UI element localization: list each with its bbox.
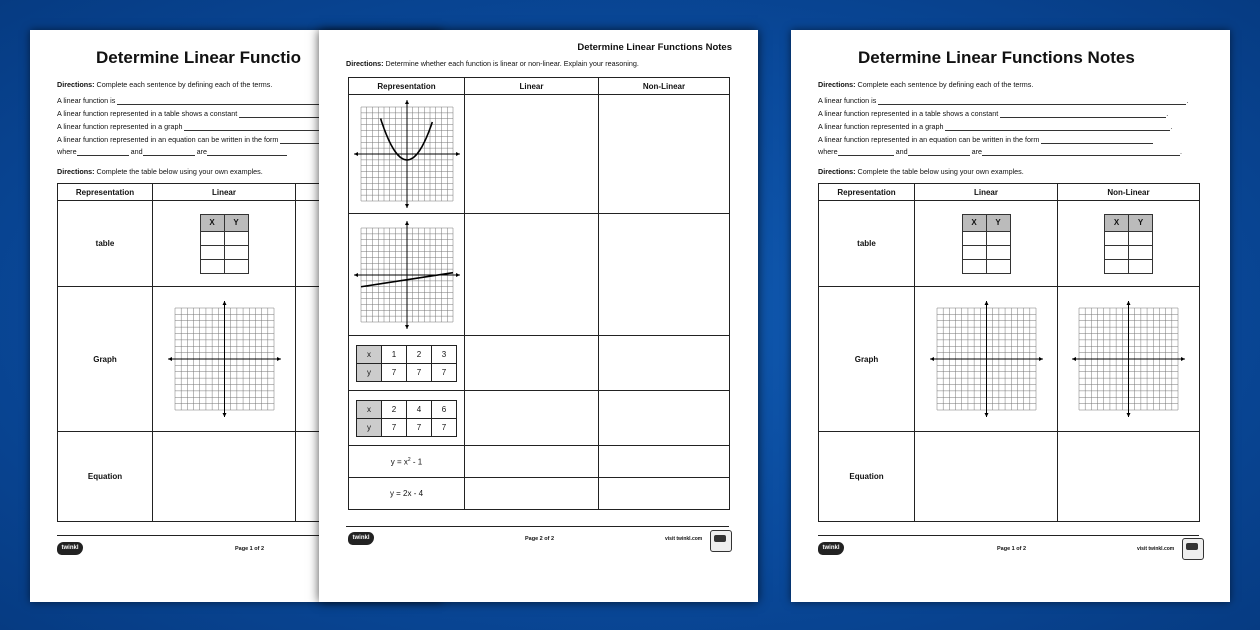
quality-badge-icon [710, 530, 732, 552]
header-non-linear: Non-Linear [599, 78, 730, 95]
header-linear: Linear [915, 184, 1058, 201]
xy-value: 2 [382, 400, 407, 418]
xy-value: 7 [407, 418, 432, 436]
coordinate-grid [167, 300, 282, 418]
page-number: Page 2 of 2 [525, 536, 555, 542]
footer-rule [346, 526, 729, 527]
answer-linear-5[interactable] [465, 446, 599, 478]
row-label-graph: Graph [819, 287, 915, 432]
directions-text: Complete the table below using your own examples. [857, 167, 1024, 176]
row-label-graph: Graph [58, 287, 153, 432]
mini-header-x: X [1105, 214, 1129, 231]
fill-line[interactable] [878, 97, 1186, 105]
answer-linear-3[interactable] [465, 336, 599, 391]
visit-twinkl[interactable]: visit twinkl.com [665, 536, 703, 542]
directions-label: Directions: [346, 59, 384, 68]
directions-label: Directions: [57, 167, 95, 176]
mini-header-y: Y [986, 214, 1010, 231]
answer-nonlinear-5[interactable] [599, 446, 730, 478]
mini-cell[interactable] [986, 231, 1010, 245]
sentence-text: A linear function represented in a table shows a constant [57, 109, 238, 118]
mini-cell[interactable] [986, 245, 1010, 259]
row-label-table: table [819, 201, 915, 287]
sentence-2: A linear function represented in a table shows a constant . [818, 109, 1169, 118]
and-text: and [895, 147, 908, 156]
and-text: and [130, 147, 143, 156]
are-text: are [196, 147, 207, 156]
fill-line[interactable] [117, 97, 337, 105]
mini-cell[interactable] [1105, 259, 1129, 273]
twinkl-logo: twinkl [57, 542, 83, 555]
answer-nonlinear-1[interactable] [599, 95, 730, 214]
mini-cell[interactable] [1129, 231, 1153, 245]
quality-badge-icon [1182, 538, 1204, 560]
mini-cell[interactable] [200, 259, 224, 273]
sentence-2 [57, 109, 349, 118]
xy-value: 7 [432, 363, 457, 381]
worksheet-table [818, 183, 1200, 522]
header-linear: Linear [465, 78, 599, 95]
fill-line[interactable] [908, 148, 970, 156]
header-linear: Linear [153, 184, 296, 201]
cell-nonlinear-graph[interactable] [1058, 287, 1200, 432]
mini-cell[interactable] [1105, 245, 1129, 259]
directions-2 [57, 167, 263, 176]
answer-nonlinear-4[interactable] [599, 391, 730, 446]
sentence-text: A linear function represented in a graph [57, 122, 183, 131]
xy-value: 7 [432, 418, 457, 436]
cell-nonlinear-equation[interactable] [1058, 432, 1200, 522]
sentence-3: A linear function represented in a graph . [818, 122, 1173, 131]
cell-linear-table[interactable] [153, 201, 296, 287]
mini-cell[interactable] [224, 245, 248, 259]
equation-text: y = x [390, 457, 408, 467]
answer-linear-4[interactable] [465, 391, 599, 446]
worksheet-page-2 [319, 30, 758, 602]
xy-value: 6 [432, 400, 457, 418]
coordinate-grid [1071, 300, 1186, 418]
classification-table [348, 77, 730, 510]
sentence-4 [818, 135, 1153, 144]
line-graph-cell [349, 214, 465, 336]
fill-line[interactable] [280, 136, 320, 144]
header-non-linear: Non-Linear [1058, 184, 1200, 201]
mini-header-x: X [962, 214, 986, 231]
xy-value: 4 [407, 400, 432, 418]
mini-cell[interactable] [224, 259, 248, 273]
mini-cell[interactable] [1129, 259, 1153, 273]
header-representation: Representation [349, 78, 465, 95]
are-text: are [971, 147, 982, 156]
parabola-graph-cell [349, 95, 465, 214]
twinkl-logo: twinkl [818, 542, 844, 555]
where-text: where [818, 147, 838, 156]
page-title: Determine Linear Functions Notes [858, 48, 1135, 67]
answer-linear-2[interactable] [465, 214, 599, 336]
footer-rule [818, 535, 1199, 536]
header-representation: Representation [819, 184, 915, 201]
mini-cell[interactable] [986, 259, 1010, 273]
cell-linear-table[interactable] [915, 201, 1058, 287]
mini-cell[interactable] [200, 231, 224, 245]
xy-label: x [357, 400, 382, 418]
mini-cell[interactable] [224, 231, 248, 245]
answer-linear-1[interactable] [465, 95, 599, 214]
equation-2: y = 2x - 4 [349, 478, 465, 510]
xy-value: 1 [382, 345, 407, 363]
visit-twinkl[interactable]: visit twinkl.com [1137, 546, 1175, 552]
sentence-text: A linear function represented in a graph [818, 122, 944, 131]
cell-nonlinear-table[interactable] [1058, 201, 1200, 287]
xy-value: 3 [432, 345, 457, 363]
directions [346, 59, 639, 68]
xy-label: x [357, 345, 382, 363]
xy-label: y [357, 418, 382, 436]
page-number: Page 1 of 2 [235, 546, 265, 552]
directions-1 [57, 80, 272, 89]
cell-linear-graph[interactable] [915, 287, 1058, 432]
mini-header-y: Y [224, 214, 248, 231]
where-text: where [57, 147, 77, 156]
sentence-text: A linear function represented in a table shows a constant [818, 109, 999, 118]
sentence-5: where and are . [818, 147, 1182, 156]
xy-mini-table [962, 214, 1011, 274]
mini-cell[interactable] [962, 231, 986, 245]
sentence-text: A linear function is [818, 96, 877, 105]
mini-cell[interactable] [1105, 231, 1129, 245]
fill-line[interactable] [207, 148, 287, 156]
xy-value: 7 [382, 418, 407, 436]
xy-table-1 [356, 345, 457, 382]
mini-cell[interactable] [1129, 245, 1153, 259]
sentence-5 [57, 147, 287, 156]
directions-label: Directions: [818, 167, 856, 176]
xy-mini-table [1104, 214, 1153, 274]
equation-text: - 1 [410, 457, 423, 467]
row-label-table: table [58, 201, 153, 287]
fill-line[interactable] [143, 148, 195, 156]
answer-linear-6[interactable] [465, 478, 599, 510]
xy-value: 7 [382, 363, 407, 381]
cell-linear-equation[interactable] [915, 432, 1058, 522]
xy-value: 7 [407, 363, 432, 381]
mini-header-y: Y [1129, 214, 1153, 231]
directions-2 [818, 167, 1024, 176]
mini-cell[interactable] [962, 245, 986, 259]
fill-line[interactable] [77, 148, 129, 156]
fill-line[interactable] [1041, 136, 1153, 144]
xy-table-cell-1 [349, 336, 465, 391]
sentence-1 [57, 96, 337, 105]
answer-nonlinear-2[interactable] [599, 214, 730, 336]
xy-label: y [357, 363, 382, 381]
worksheet-page-3 [791, 30, 1230, 602]
directions-label: Directions: [818, 80, 856, 89]
row-label-equation: Equation [58, 432, 153, 522]
sentence-text: A linear function represented in an equation can be written in the form [57, 135, 279, 144]
cell-linear-graph[interactable] [153, 287, 296, 432]
parabola-graph [353, 99, 461, 209]
directions-label: Directions: [57, 80, 95, 89]
page-number: Page 1 of 2 [997, 546, 1027, 552]
sentence-text: A linear function is [57, 96, 116, 105]
coordinate-grid [929, 300, 1044, 418]
fill-line[interactable] [945, 123, 1170, 131]
twinkl-logo: twinkl [348, 532, 374, 545]
equation-1 [349, 446, 465, 478]
answer-nonlinear-6[interactable] [599, 478, 730, 510]
line-graph [353, 220, 461, 330]
directions-1 [818, 80, 1033, 89]
mini-header-x: X [200, 214, 224, 231]
fill-line[interactable] [1000, 110, 1166, 118]
sentence-4 [57, 135, 320, 144]
mini-cell[interactable] [962, 259, 986, 273]
fill-line[interactable] [982, 148, 1180, 156]
fill-line[interactable] [838, 148, 894, 156]
mini-cell[interactable] [200, 245, 224, 259]
xy-table-2 [356, 400, 457, 437]
page-title: Determine Linear Functio [96, 48, 301, 67]
sentence-text: A linear function represented in an equation can be written in the form [818, 135, 1040, 144]
directions-text: Complete the table below using your own examples. [96, 167, 263, 176]
exponent: 2 [407, 456, 411, 463]
answer-nonlinear-3[interactable] [599, 336, 730, 391]
sentence-1: A linear function is . [818, 96, 1189, 105]
page-title: Determine Linear Functions Notes [577, 42, 732, 53]
directions-text: Determine whether each function is linear or non-linear. Explain your reasoning. [385, 59, 639, 68]
row-label-equation: Equation [819, 432, 915, 522]
header-representation: Representation [58, 184, 153, 201]
xy-value: 2 [407, 345, 432, 363]
directions-text: Complete each sentence by defining each of the terms. [96, 80, 273, 89]
sentence-3 [57, 122, 344, 131]
cell-linear-equation[interactable] [153, 432, 296, 522]
xy-table-cell-2 [349, 391, 465, 446]
directions-text: Complete each sentence by defining each of the terms. [857, 80, 1034, 89]
xy-mini-table [200, 214, 249, 274]
